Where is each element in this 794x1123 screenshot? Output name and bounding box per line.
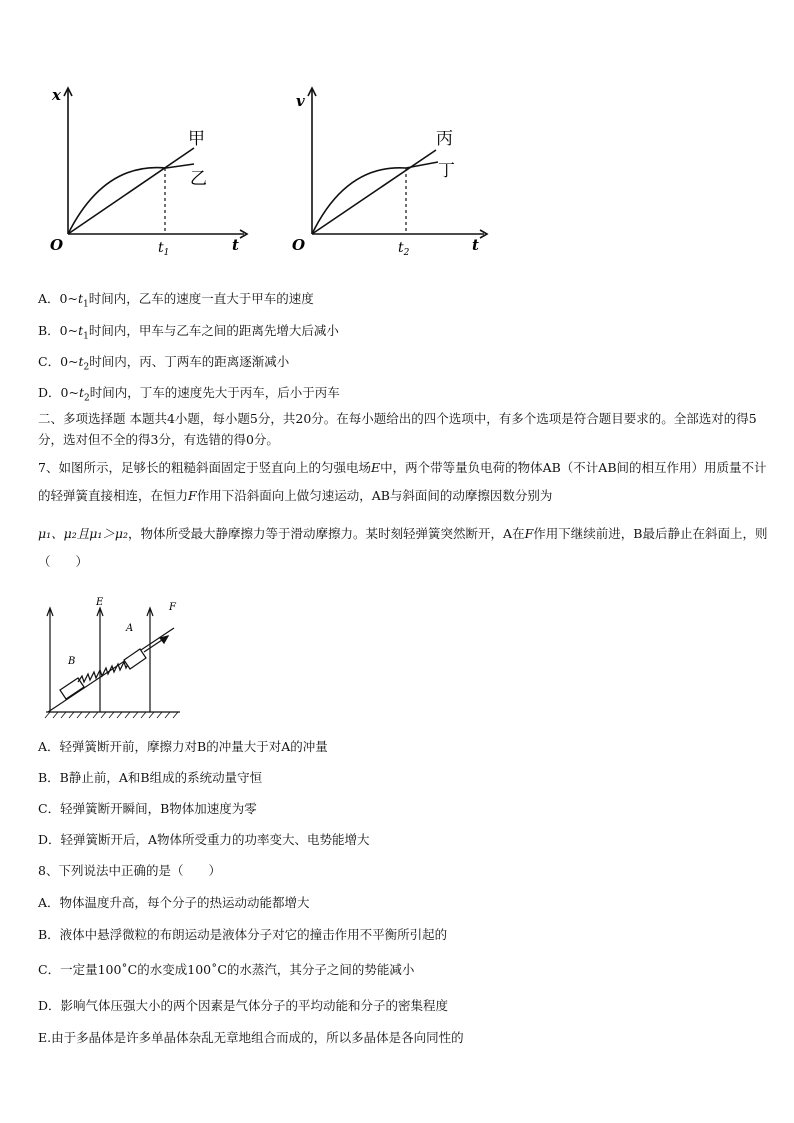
- t1-label: $t_1$: [158, 240, 170, 258]
- curve-yi: [68, 164, 194, 234]
- q6-option-c: C．$0\sim t_2$时间内，丙、丁两车的距离逐渐减小: [38, 354, 290, 373]
- q7-stem-cont: μ₁、μ₂且μ₁＞μ₂，物体所受最大静摩擦力等于滑动摩擦力。某时刻轻弹簧突然断开，A在F作用下继续前进，B最后静止在斜面上，则（ ）: [38, 526, 768, 569]
- label-a: A: [126, 623, 134, 634]
- label-f: F: [169, 602, 176, 613]
- origin-label: O: [292, 236, 306, 254]
- q6-option-d: D．$0\sim t_2$时间内，丁车的速度先大于丙车，后小于丙车: [38, 385, 340, 404]
- incline-figure: [40, 594, 190, 722]
- y-axis-label: v: [296, 92, 305, 110]
- q8-option-c: C．一定量100˚C的水变成100˚C的水蒸汽，其分子之间的势能减小: [38, 962, 415, 977]
- q8-option-e: E.由于多晶体是许多单晶体杂乱无章地组合而成的，所以多晶体是各向同性的: [38, 1030, 464, 1045]
- x-t-graph: [44, 84, 254, 264]
- v-t-graph: [288, 84, 498, 264]
- q8-option-b: B．液体中悬浮微粒的布朗运动是液体分子对它的撞击作用不平衡所引起的: [38, 927, 448, 942]
- spring: [78, 660, 130, 682]
- label-ding: 丁: [438, 161, 455, 181]
- q8-stem: 8、下列说法中正确的是（ ）: [38, 863, 221, 878]
- q7-stem: 7、如图所示，足够长的粗糙斜面固定于竖直向上的匀强电场E中，两个带等量负电荷的物体AB（不计AB间的相互作用）用质量不计的轻弹簧直接相连，在恒力F作用下沿斜面向上做匀速运动，AB与斜面间的动摩擦因数分别为: [38, 460, 767, 503]
- label-jia: 甲: [188, 129, 205, 149]
- curve-bing: [312, 150, 436, 234]
- block-a: [124, 649, 146, 669]
- q8-option-d: D．影响气体压强大小的两个因素是气体分子的平均动能和分子的密集程度: [38, 998, 449, 1013]
- q6-option-b: B．$0\sim t_1$时间内，甲车与乙车之间的距离先增大后减小: [38, 323, 339, 342]
- label-bing: 丙: [436, 129, 453, 149]
- t2-label: $t_2$: [398, 240, 410, 258]
- q7-option-a: A．轻弹簧断开前，摩擦力对B的冲量大于对A的冲量: [38, 739, 328, 754]
- x-axis-label: t: [472, 236, 479, 254]
- section-2-instructions: 二、多项选择题 本题共4小题，每小题5分，共20分。在每小题给出的四个选项中，有多个选项是符合题目要求的。全部选对的得5分，选对但不全的得3分，有选错的得0分。: [38, 411, 757, 447]
- q7-option-c: C．轻弹簧断开瞬间，B物体加速度为零: [38, 801, 257, 816]
- q8-option-a: A．物体温度升高，每个分子的热运动动能都增大: [38, 895, 310, 910]
- label-b: B: [68, 656, 76, 667]
- x-axis-label: t: [232, 236, 239, 254]
- q6-option-a: A．$0\sim t_1$时间内，乙车的速度一直大于甲车的速度: [38, 291, 314, 310]
- q7-option-b: B．B静止前，A和B组成的系统动量守恒: [38, 770, 263, 785]
- label-e: E: [96, 597, 104, 608]
- q7-option-d: D．轻弹簧断开后，A物体所受重力的功率变大、电势能增大: [38, 832, 370, 847]
- curve-jia: [68, 148, 194, 234]
- y-axis-label: x: [52, 86, 61, 104]
- origin-label: O: [50, 236, 64, 254]
- curve-ding: [312, 162, 438, 234]
- label-yi: 乙: [190, 169, 207, 189]
